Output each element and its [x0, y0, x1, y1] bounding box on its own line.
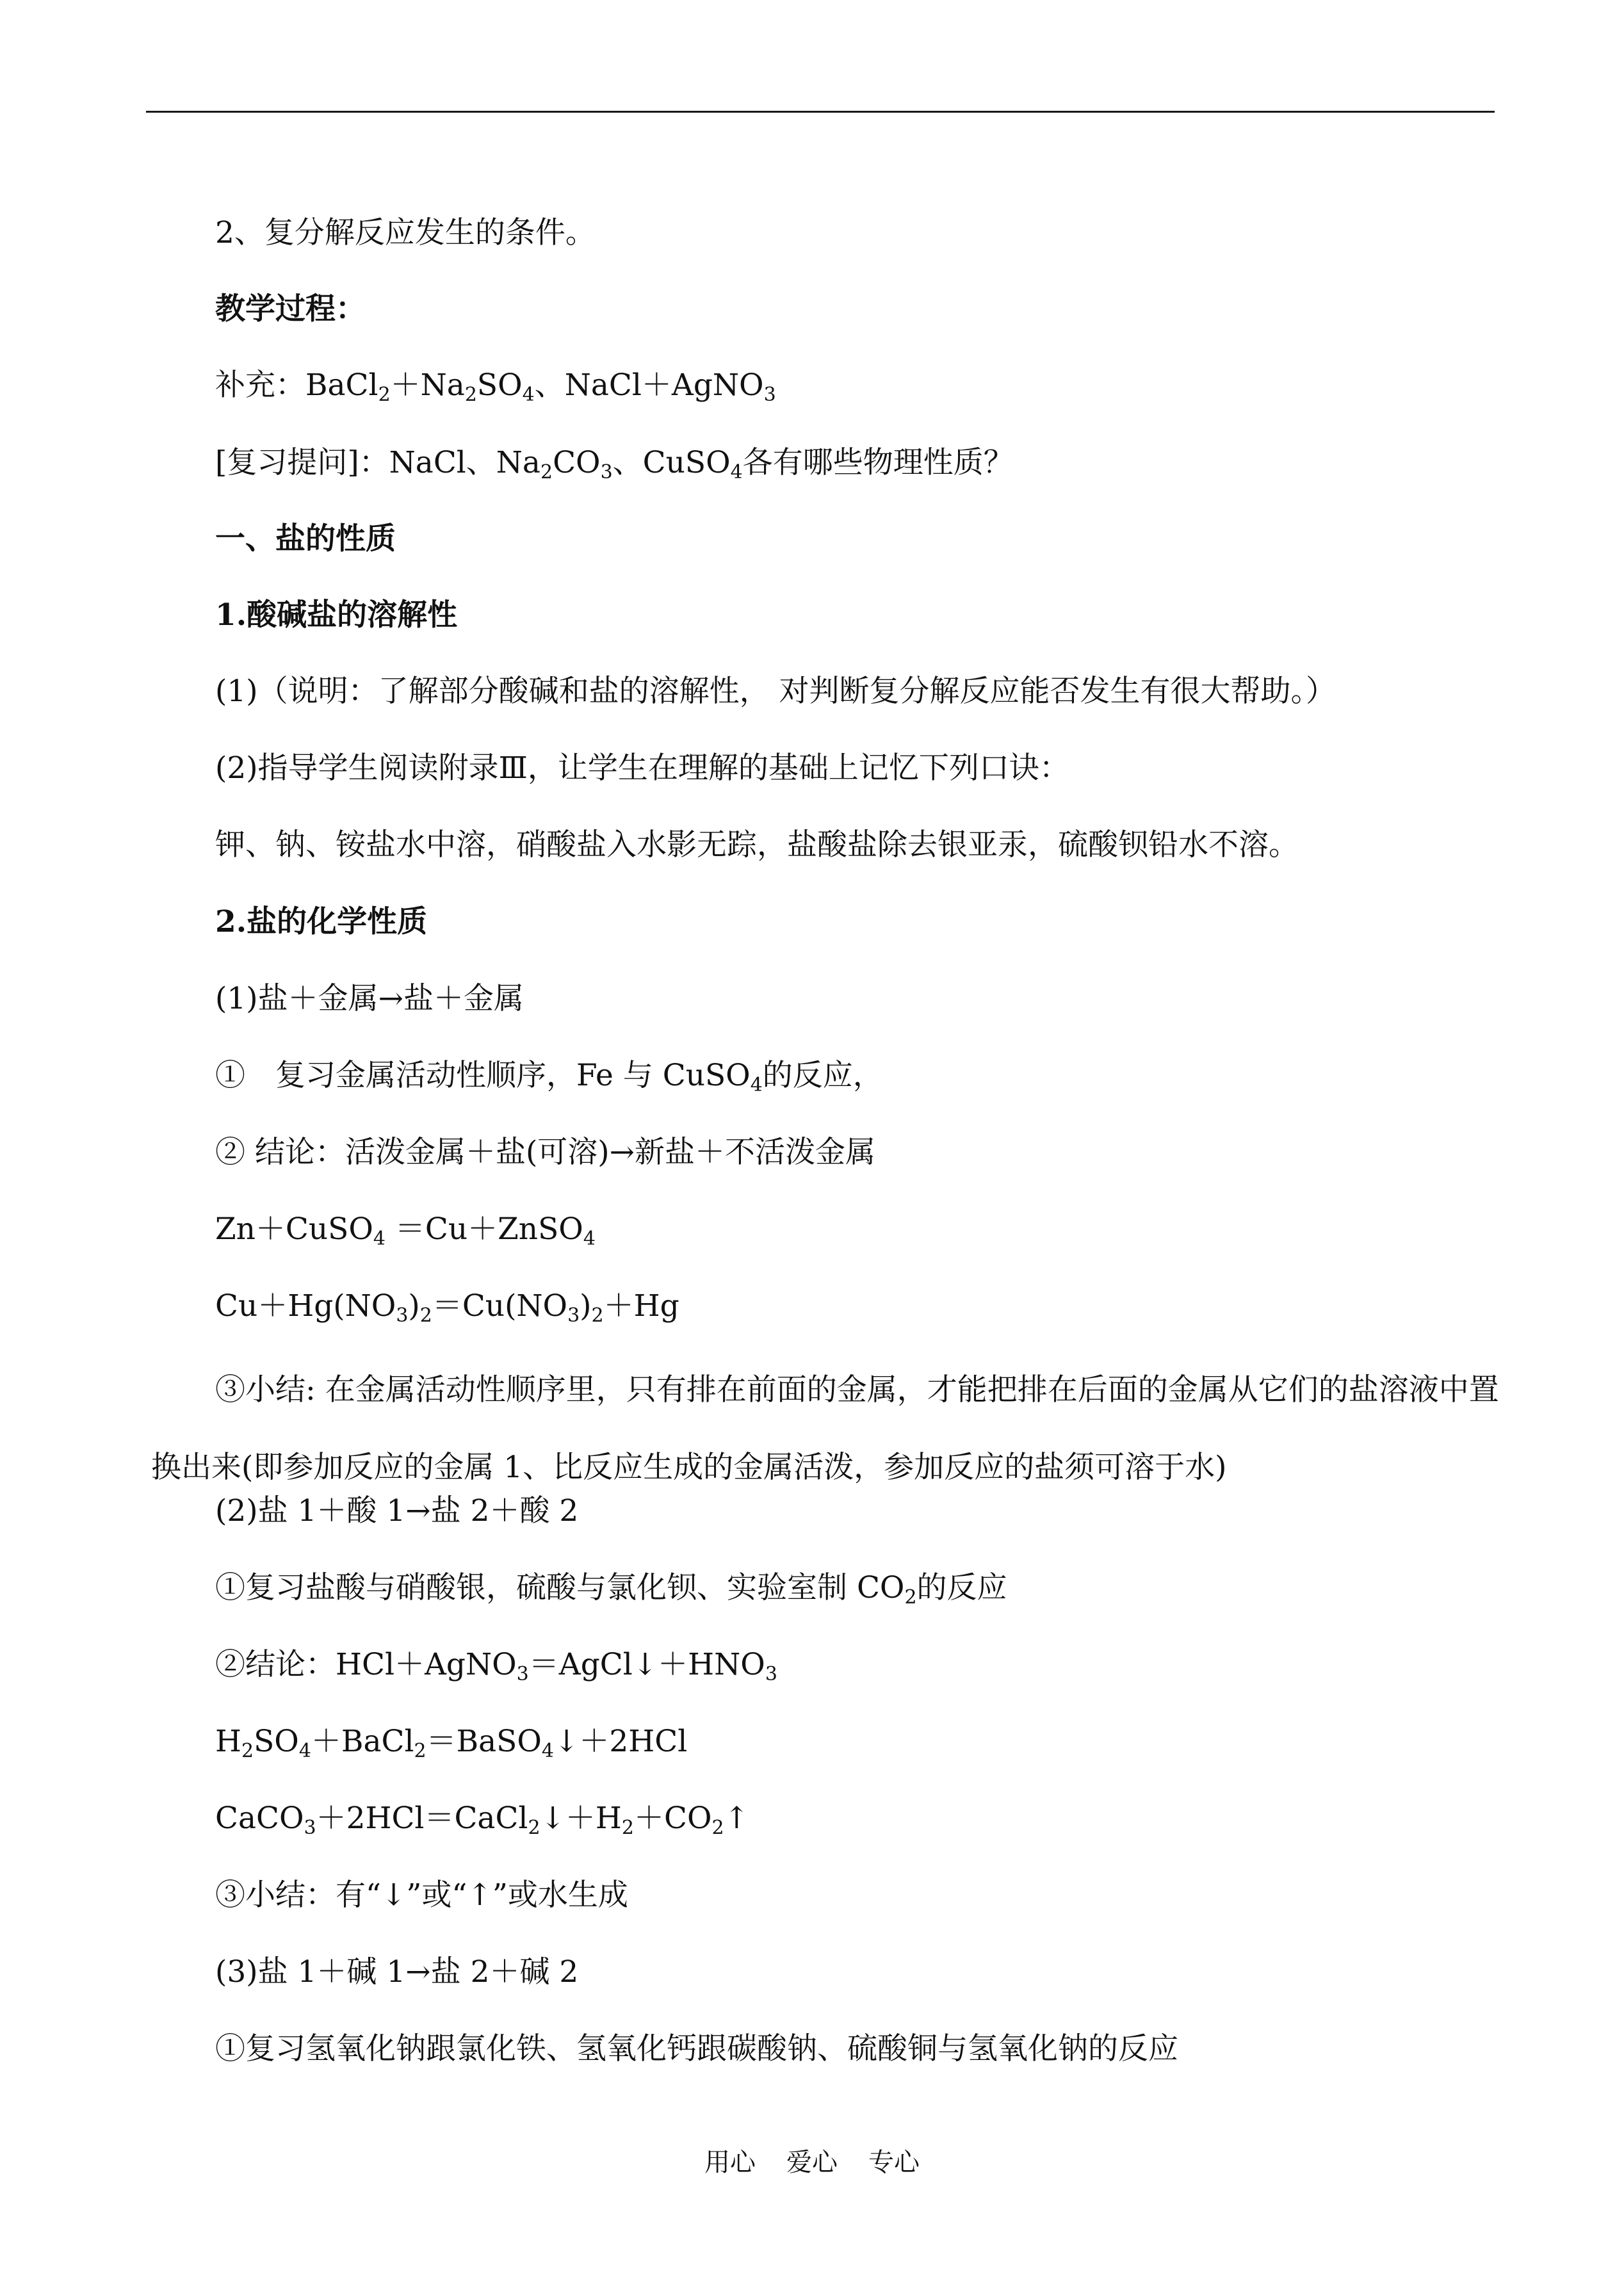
section-heading: 2.盐的化学性质 [215, 904, 428, 939]
text-line: ① 复习金属活动性顺序，Fe 与 CuSO$_4$的反应， [215, 1058, 883, 1096]
section-heading: 教学过程： [215, 291, 366, 327]
summary-paragraph: ③小结: 在金属活动性顺序里，只有排在前面的金属，才能把排在后面的金属从它们的盐溶液中置换出来(即参加反应的金属 1、比反应生成的金属活泼，参加反应的盐须可溶于水) [151, 1372, 1499, 1485]
section-heading: 1.酸碱盐的溶解性 [215, 597, 458, 633]
equation: Zn＋CuSO$_4$ ＝Cu＋ZnSO$_4$ [215, 1212, 596, 1250]
text-line: ③小结：有“↓”或“↑”或水生成 [215, 1877, 628, 1913]
text-line: 2、复分解反应发生的条件。 [215, 215, 596, 250]
header-rule [146, 111, 1495, 113]
text-line: 补充：$BaCl_2+Na_2SO_4$、NaCl＋AgNO$_3$ [215, 368, 776, 406]
text-line: (1)盐＋金属→盐＋金属 [215, 981, 524, 1016]
page-footer: 用心 爱心 专心 [704, 2148, 920, 2177]
text-line: ② 结论：活泼金属＋盐(可溶)→新盐＋不活泼金属 [215, 1135, 875, 1170]
text-line: 钾、钠、铵盐水中溶，硝酸盐入水影无踪，盐酸盐除去银亚汞，硫酸钡铅水不溶。 [215, 827, 1299, 863]
text-line: (3)盐 1＋碱 1→盐 2＋碱 2 [215, 1954, 579, 1990]
text-line: (2)盐 1＋酸 1→盐 2＋酸 2 [215, 1493, 579, 1529]
equation: $CaCO_3+2HCl=CaCl_2↓+H_2+CO_2↑$ [215, 1801, 749, 1839]
equation: ②结论：$HCl+AgNO_3=AgCl↓+HNO_3$ [215, 1647, 777, 1685]
text-line: (1)（说明：了解部分酸碱和盐的溶解性， 对判断复分解反应能否发生有很大帮助。） [215, 674, 1336, 709]
equation: $Cu+Hg(NO_3)_2=Cu(NO_3)_2+Hg$ [215, 1288, 679, 1327]
section-heading: 一、盐的性质 [215, 521, 396, 556]
text-line: ①复习氢氧化钠跟氯化铁、氢氧化钙跟碳酸钠、硫酸铜与氢氧化钠的反应 [215, 2031, 1178, 2066]
text-line: ①复习盐酸与硝酸银，硫酸与氯化钡、实验室制 $CO_2$的反应 [215, 1570, 1007, 1609]
text-line: (2)指导学生阅读附录Ⅲ，让学生在理解的基础上记忆下列口诀： [215, 750, 1069, 786]
text-line: [复习提问]：NaCl、$Na_2CO_3$、CuSO$_4$各有哪些物理性质？ [215, 445, 1014, 483]
equation: $H_2SO_4+BaCl_2=BaSO_4↓+2HCl$ [215, 1724, 688, 1762]
